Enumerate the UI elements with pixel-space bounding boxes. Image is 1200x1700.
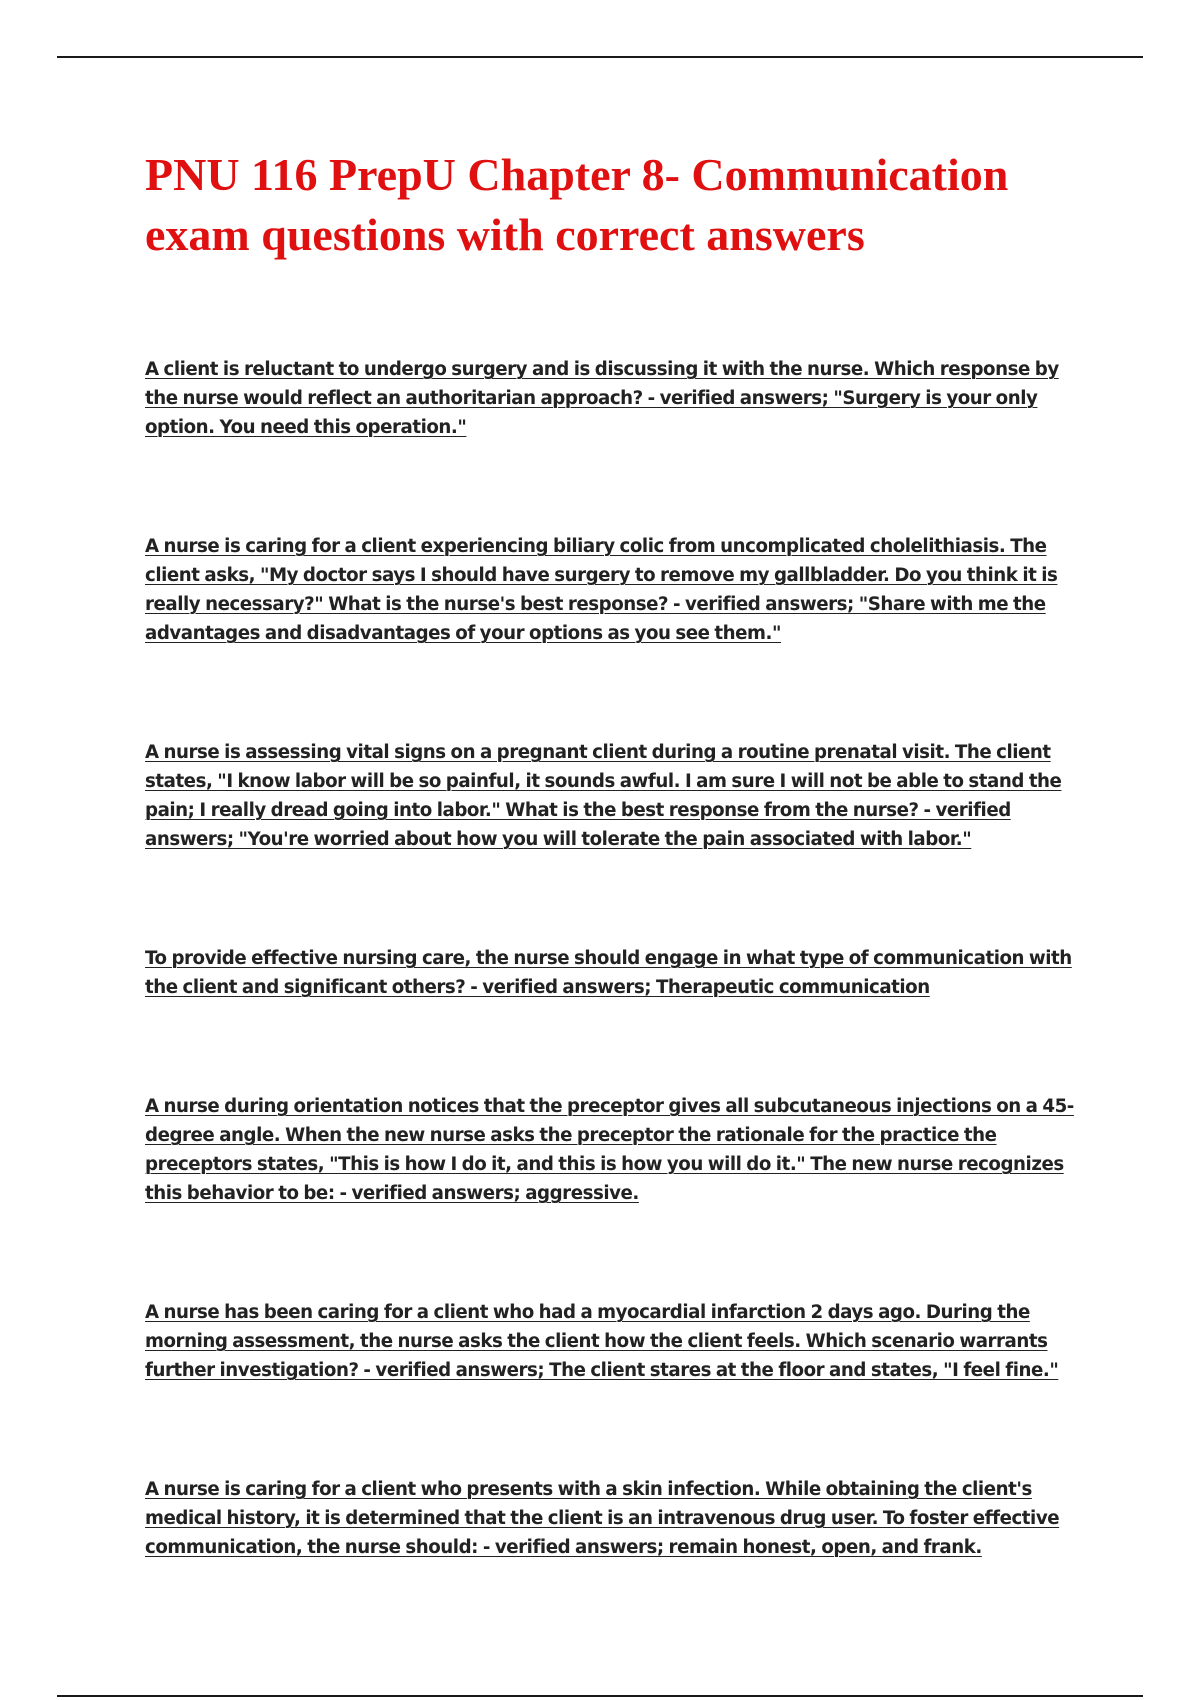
question-answer-2: A nurse is caring for a client experiencing biliary colic from uncomplicated cholelithiasis. The client asks, "My doctor says I should have surgery to remove my gallbladder. Do you think it is really necessary?" What is the nurse's best response? - verified answers; "Share with me the advantages and disadvantages of your options as you see them." bbox=[145, 536, 1058, 644]
question-answer-3: A nurse is assessing vital signs on a pregnant client during a routine prenatal visit. The client states, "I know labor will be so painful, it sounds awful. I am sure I will not be able to stand the pain; I really dread going into labor." What is the best response from the nurse? - verified answers; "You're worried about how you will tolerate the pain associated with labor." bbox=[145, 742, 1062, 850]
question-answer-7: A nurse is caring for a client who presents with a skin infection. While obtaining the client's medical history, it is determined that the client is an intravenous drug user. To foster effective communication, the nurse should: - verified answers; remain honest, open, and frank. bbox=[145, 1479, 1060, 1558]
bottom-rule bbox=[57, 1695, 1143, 1697]
document-title: PNU 116 PrepU Chapter 8- Communication exam questions with correct answers bbox=[145, 149, 1009, 260]
question-answer-6: A nurse has been caring for a client who had a myocardial infarction 2 days ago. During the morning assessment, the nurse asks the client how the client feels. Which scenario warrants further investigation? - verified answers; The client stares at the floor and states, "I feel fine." bbox=[145, 1302, 1059, 1381]
question-answer-5: A nurse during orientation notices that the preceptor gives all subcutaneous injections on a 45-degree angle. When the new nurse asks the preceptor the rationale for the practice the preceptors states, "This is how I do it, and this is how you will do it." The new nurse recognizes this behavior to be: - verified answers; aggressive. bbox=[145, 1096, 1074, 1204]
question-answer-1: A client is reluctant to undergo surgery and is discussing it with the nurse. Which response by the nurse would reflect an authoritarian approach? - verified answers; "Surgery is your only option. You need this operation." bbox=[145, 359, 1059, 438]
question-answer-4: To provide effective nursing care, the nurse should engage in what type of communication with the client and significant others? - verified answers; Therapeutic communication bbox=[145, 948, 1072, 998]
top-rule bbox=[57, 56, 1143, 58]
question-list bbox=[145, 355, 1095, 1562]
